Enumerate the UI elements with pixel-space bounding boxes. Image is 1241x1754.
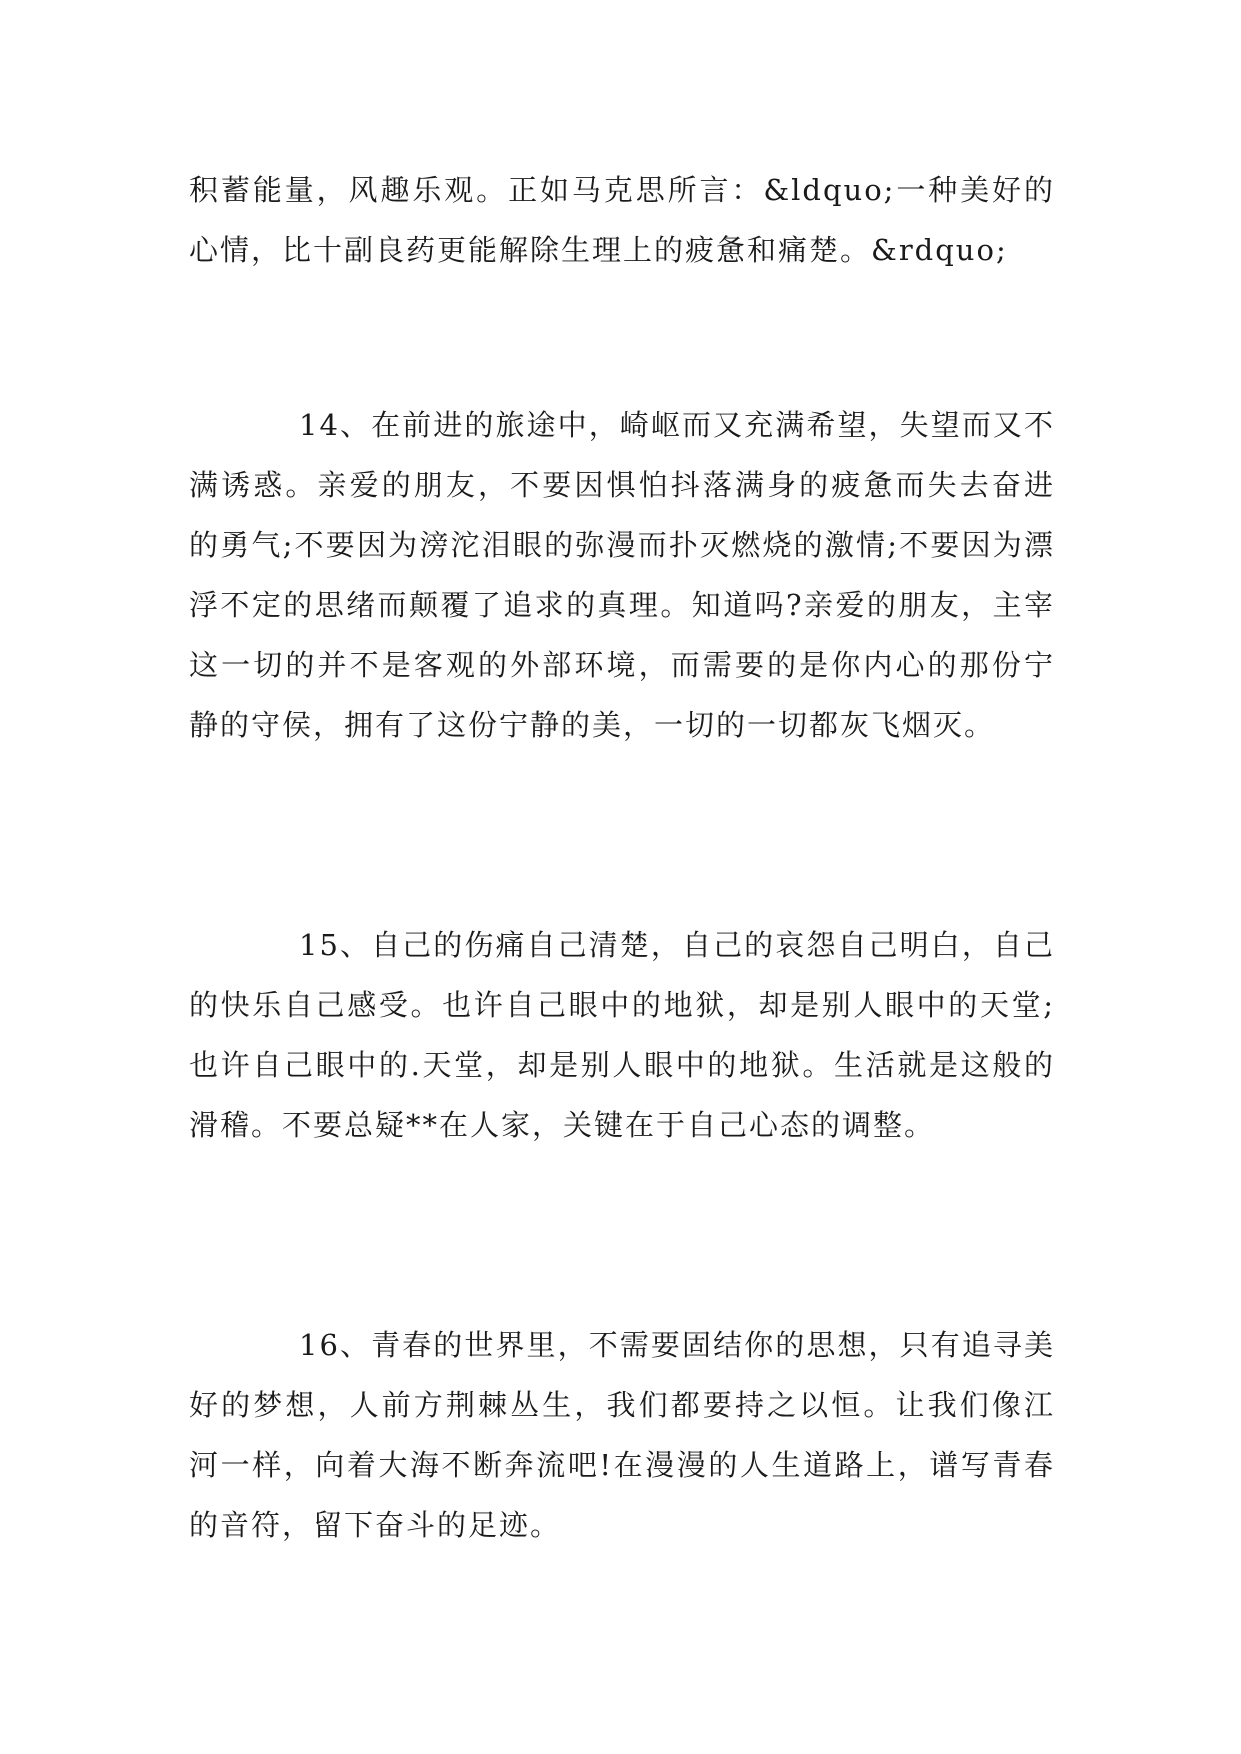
paragraph-15: 15、自己的伤痛自己清楚，自己的哀怨自己明白，自己的快乐自己感受。也许自己眼中的地狱，却是别人眼中的天堂;也许自己眼中的.天堂，却是别人眼中的地狱。生活就是这般的滑稽。不要总疑**在人家，关键在于自己心态的调整。 — [189, 928, 1055, 1142]
paragraph-16: 16、青春的世界里，不需要固结你的思想，只有追寻美好的梦想，人前方荆棘丛生，我们都要持之以恒。让我们像江河一样，向着大海不断奔流吧!在漫漫的人生道路上，谱写青春的音符，留下奋斗的足迹。 — [189, 1328, 1055, 1542]
paragraph-continued: 积蓄能量，风趣乐观。正如马克思所言：&ldquo;一种美好的心情，比十副良药更能解除生理上的疲惫和痛楚。&rdquo; — [189, 173, 1055, 267]
paragraph-14: 14、在前进的旅途中，崎岖而又充满希望，失望而又不满诱惑。亲爱的朋友，不要因惧怕抖落满身的疲惫而失去奋进的勇气;不要因为滂沱泪眼的弥漫而扑灭燃烧的激情;不要因为漂浮不定的思绪而颠覆了追求的真理。知道吗?亲爱的朋友，主宰这一切的并不是客观的外部环境，而需要的是你内心的那份宁静的守侯，拥有了这份宁静的美，一切的一切都灰飞烟灭。 — [189, 408, 1055, 742]
